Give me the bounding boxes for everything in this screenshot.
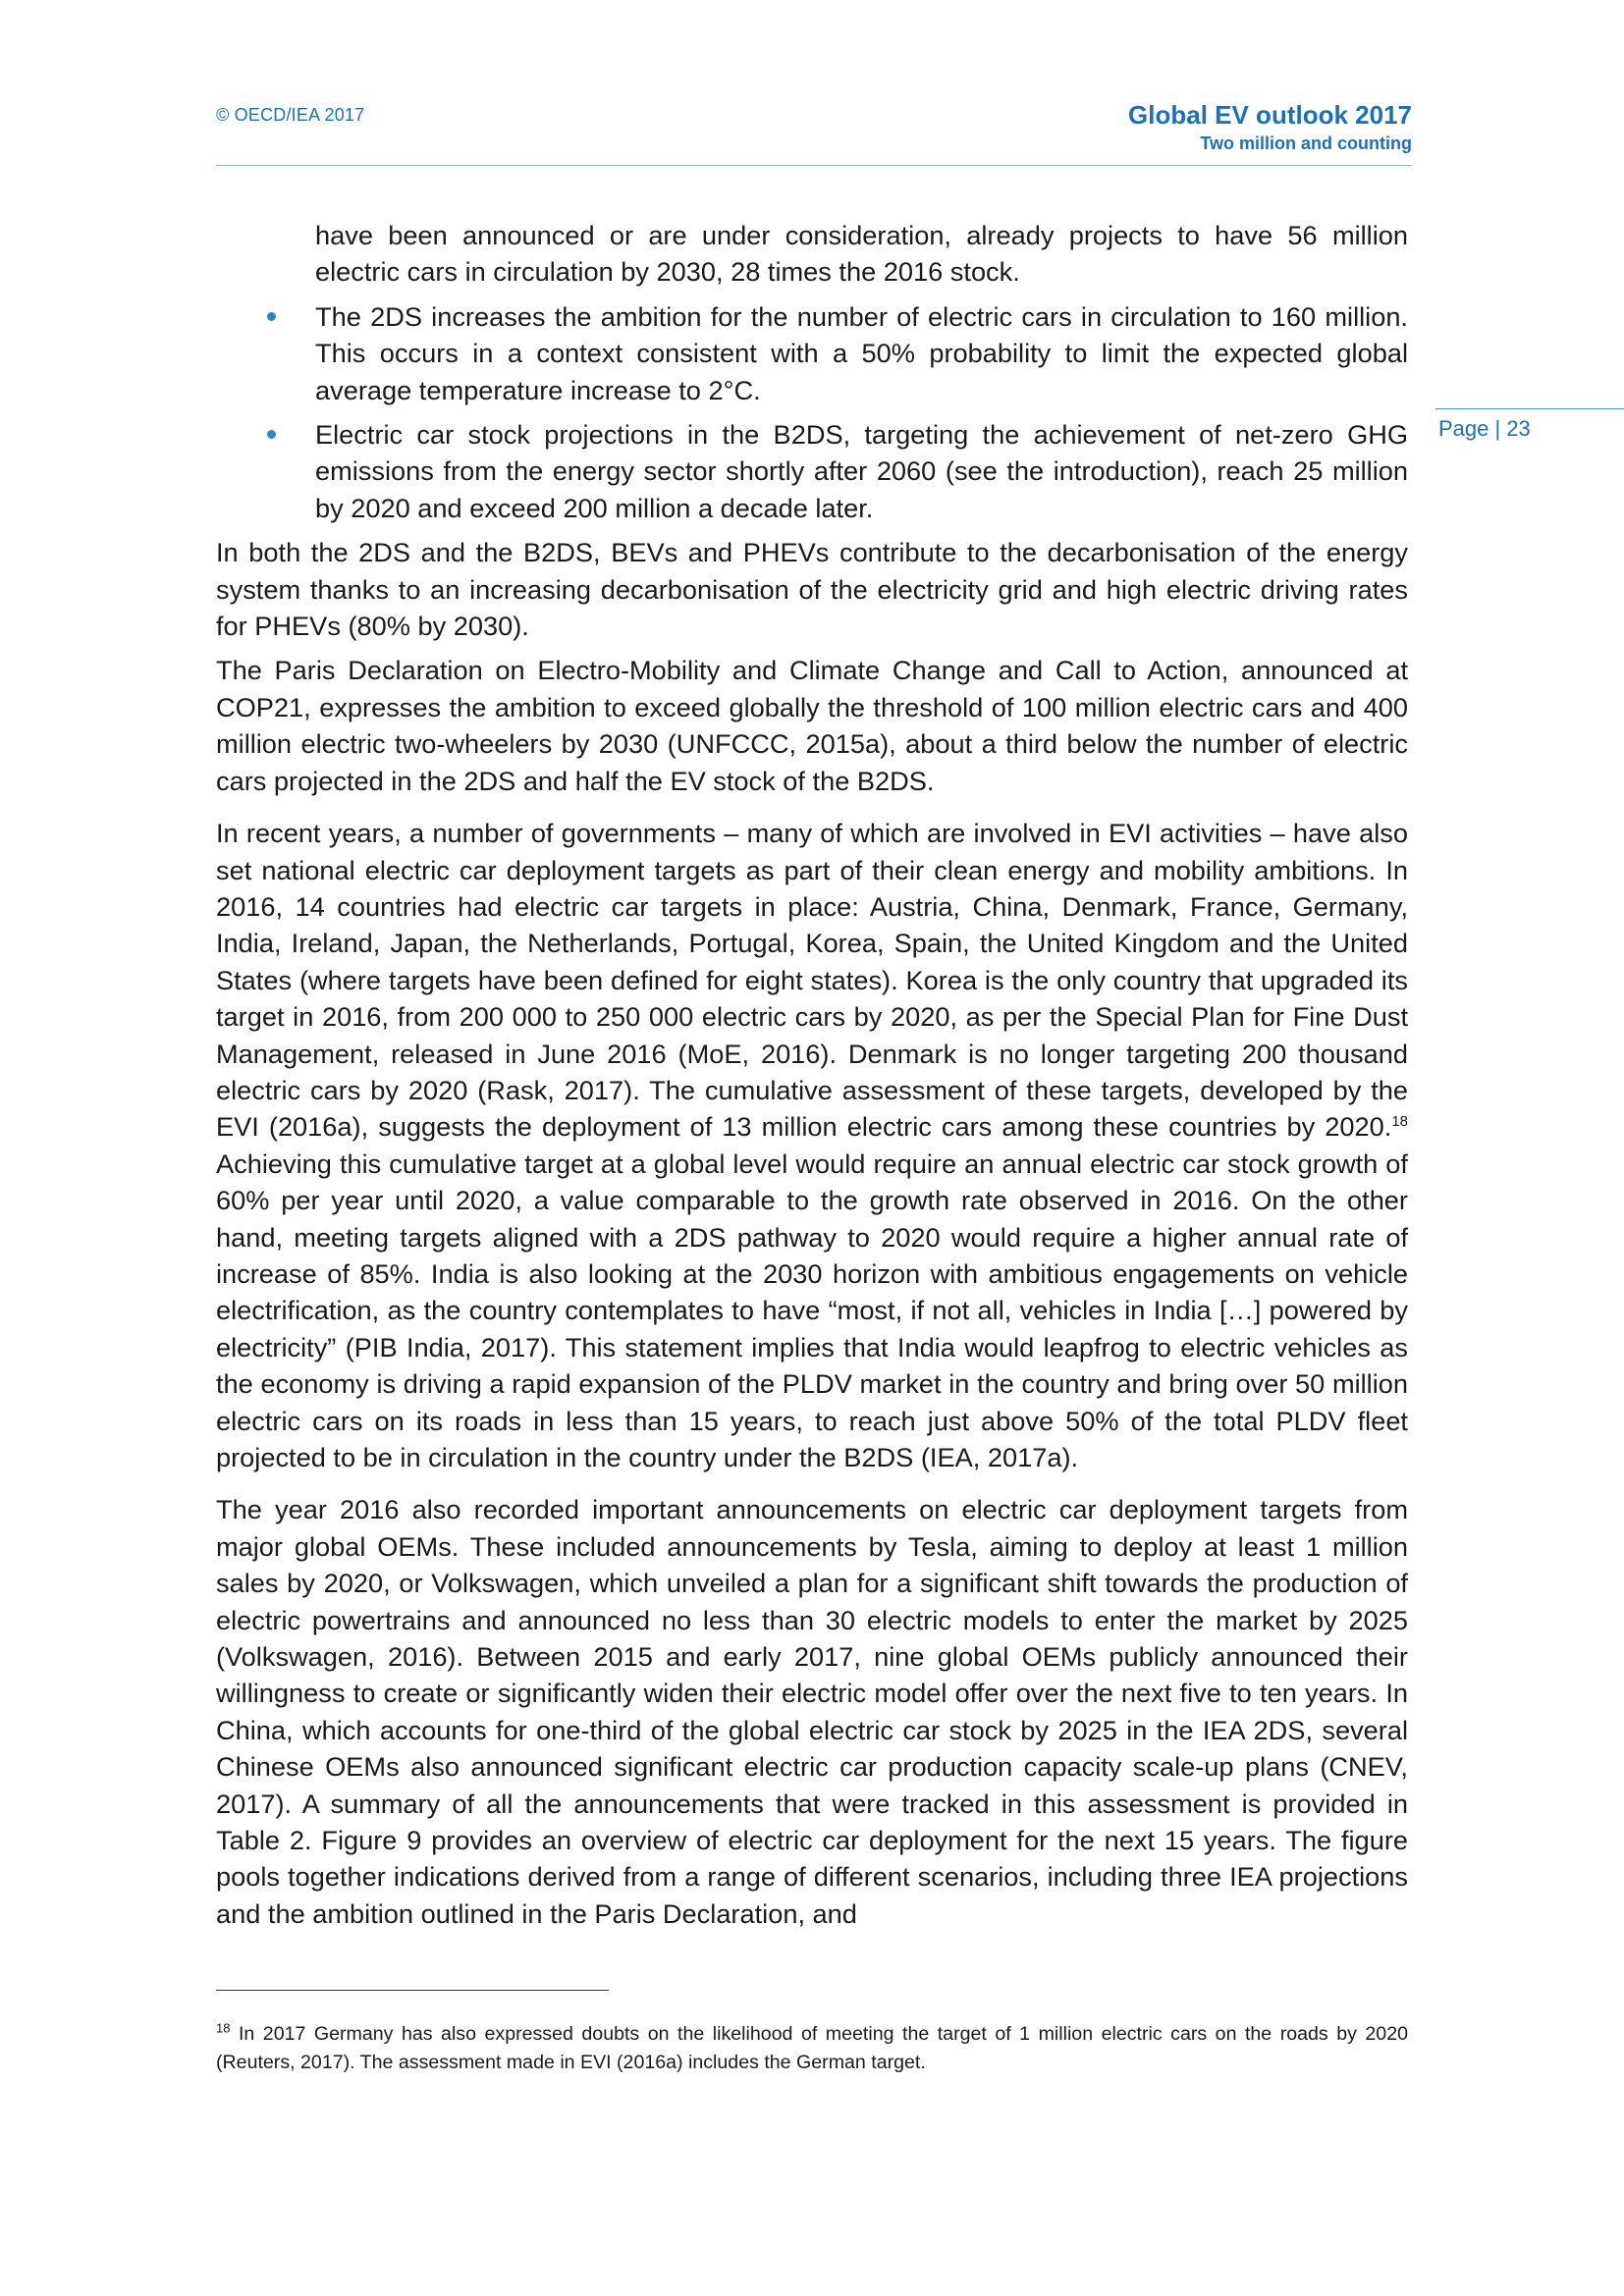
footnote — [216, 2020, 1408, 2077]
bullet-text: The 2DS increases the ambition for the number of electric cars in circulation to 160 million. This occurs in a context consistent with a 50% probability to limit the expected global average temperature increase to 2°C. — [315, 300, 1408, 405]
copyright-notice: © OECD/IEA 2017 — [216, 105, 365, 125]
report-title: Global EV outlook 2017 — [1128, 100, 1412, 130]
running-header — [1128, 99, 1412, 156]
footnote-text: In 2017 Germany has also expressed doubts on the likelihood of meeting the target of 1 million electric cars on the roads by 2020 (Reuters, 2017). The assessment made in EVI (2016a) includes the German target. — [216, 2023, 1408, 2073]
paragraph-text-part1: In recent years, a number of governments – many of which are involved in EVI activities – have also set national electric car deployment targets as part of their clean energy and mobility ambitions. In 2016, 14 countries had electric car targets in place: Austria, China, Denmark, France, Germany, India, Ireland, Japan, the Netherlands, Portugal, Korea, Spain, the United Kingdom and the United States (where targets have been defined for eight states). Korea is the only country that upgraded its target in 2016, from 200 000 to 250 000 electric cars by 2020, as per the Special Plan for Fine Dust Management, released in June 2016 (MoE, 2016). Denmark is no longer targeting 200 thousand electric cars by 2020 (Rask, 2017). The cumulative assessment of these targets, developed by the EVI (2016a), suggests the deployment of 13 million electric cars among these countries by 2020. — [216, 818, 1408, 1143]
body-text — [216, 217, 1408, 1932]
bullet-icon — [267, 430, 276, 439]
page-number-rule — [1435, 408, 1624, 409]
paragraph-paris-declaration: The Paris Declaration on Electro-Mobility and Climate Change and Call to Action, announced at COP21, expresses the ambition to exceed globally the threshold of 100 million electric cars and 400 million electric two-wheelers by 2030 (UNFCCC, 2015a), about a third below the number of electric cars projected in the 2DS and half the EV stock of the B2DS. — [216, 655, 1408, 796]
bullet-icon — [267, 312, 276, 321]
paragraph-decarbonisation: In both the 2DS and the B2DS, BEVs and PHEVs contribute to the decarbonisation of the energy system thanks to an increasing decarbonisation of the electricity grid and high electric driving rates for PHEVs (80% by 2030). — [216, 537, 1408, 642]
footnote-divider — [216, 1990, 609, 1991]
header-divider — [216, 165, 1412, 166]
paragraph-national-targets — [216, 815, 1408, 1475]
report-subtitle: Two million and counting — [1200, 133, 1412, 153]
list-item — [216, 416, 1408, 526]
bullet-continuation: have been announced or are under consideration, already projects to have 56 million electric cars in circulation by 2030, 28 times the 2016 stock. — [315, 220, 1408, 288]
page-number: Page | 23 — [1438, 416, 1531, 441]
scenario-bullet-list — [216, 298, 1408, 526]
paragraph-oem-announcements: The year 2016 also recorded important announcements on electric car deployment targets from major global OEMs. These included announcements by Tesla, aiming to deploy at least 1 million sales by 2020, or Volkswagen, which unveiled a plan for a significant shift towards the production of electric powertrains and announced no less than 30 electric models to enter the market by 2025 (Volkswagen, 2016). Between 2015 and early 2017, nine global OEMs publicly announced their willingness to create or significantly widen their electric model offer over the next five to ten years. In China, which accounts for one-third of the global electric car stock by 2025 in the IEA 2DS, several Chinese OEMs also announced significant electric car production capacity scale-up plans (CNEV, 2017). A summary of all the announcements that were tracked in this assessment is provided in Table 2. Figure 9 provides an overview of electric car deployment for the next 15 years. The figure pools together indications derived from a range of different scenarios, including three IEA projections and the ambition outlined in the Paris Declaration, and — [216, 1494, 1408, 1929]
footnote-number: 18 — [216, 2020, 231, 2036]
footnote-reference[interactable]: 18 — [1391, 1113, 1408, 1131]
bullet-text: Electric car stock projections in the B2DS, targeting the achievement of net-zero GHG emissions from the energy sector shortly after 2060 (see the introduction), reach 25 million by 2020 and exceed 200 million a decade later. — [315, 419, 1408, 523]
paragraph-text-part2: Achieving this cumulative target at a global level would require an annual electric car stock growth of 60% per year until 2020, a value comparable to the growth rate observed in 2016. On the other hand, meeting targets aligned with a 2DS pathway to 2020 would require a higher annual rate of increase of 85%. India is also looking at the 2030 horizon with ambitious engagements on vehicle electrification, as the country contemplates to have “most, if not all, vehicles in India […] powered by electricity” (PIB India, 2017). This statement implies that India would leapfrog to electric vehicles as the economy is driving a rapid expansion of the PLDV market in the country and bring over 50 million electric cars on its roads in less than 15 years, to reach just above 50% of the total PLDV fleet projected to be in circulation in the country under the B2DS (IEA, 2017a). — [216, 1148, 1408, 1472]
list-item — [216, 298, 1408, 408]
